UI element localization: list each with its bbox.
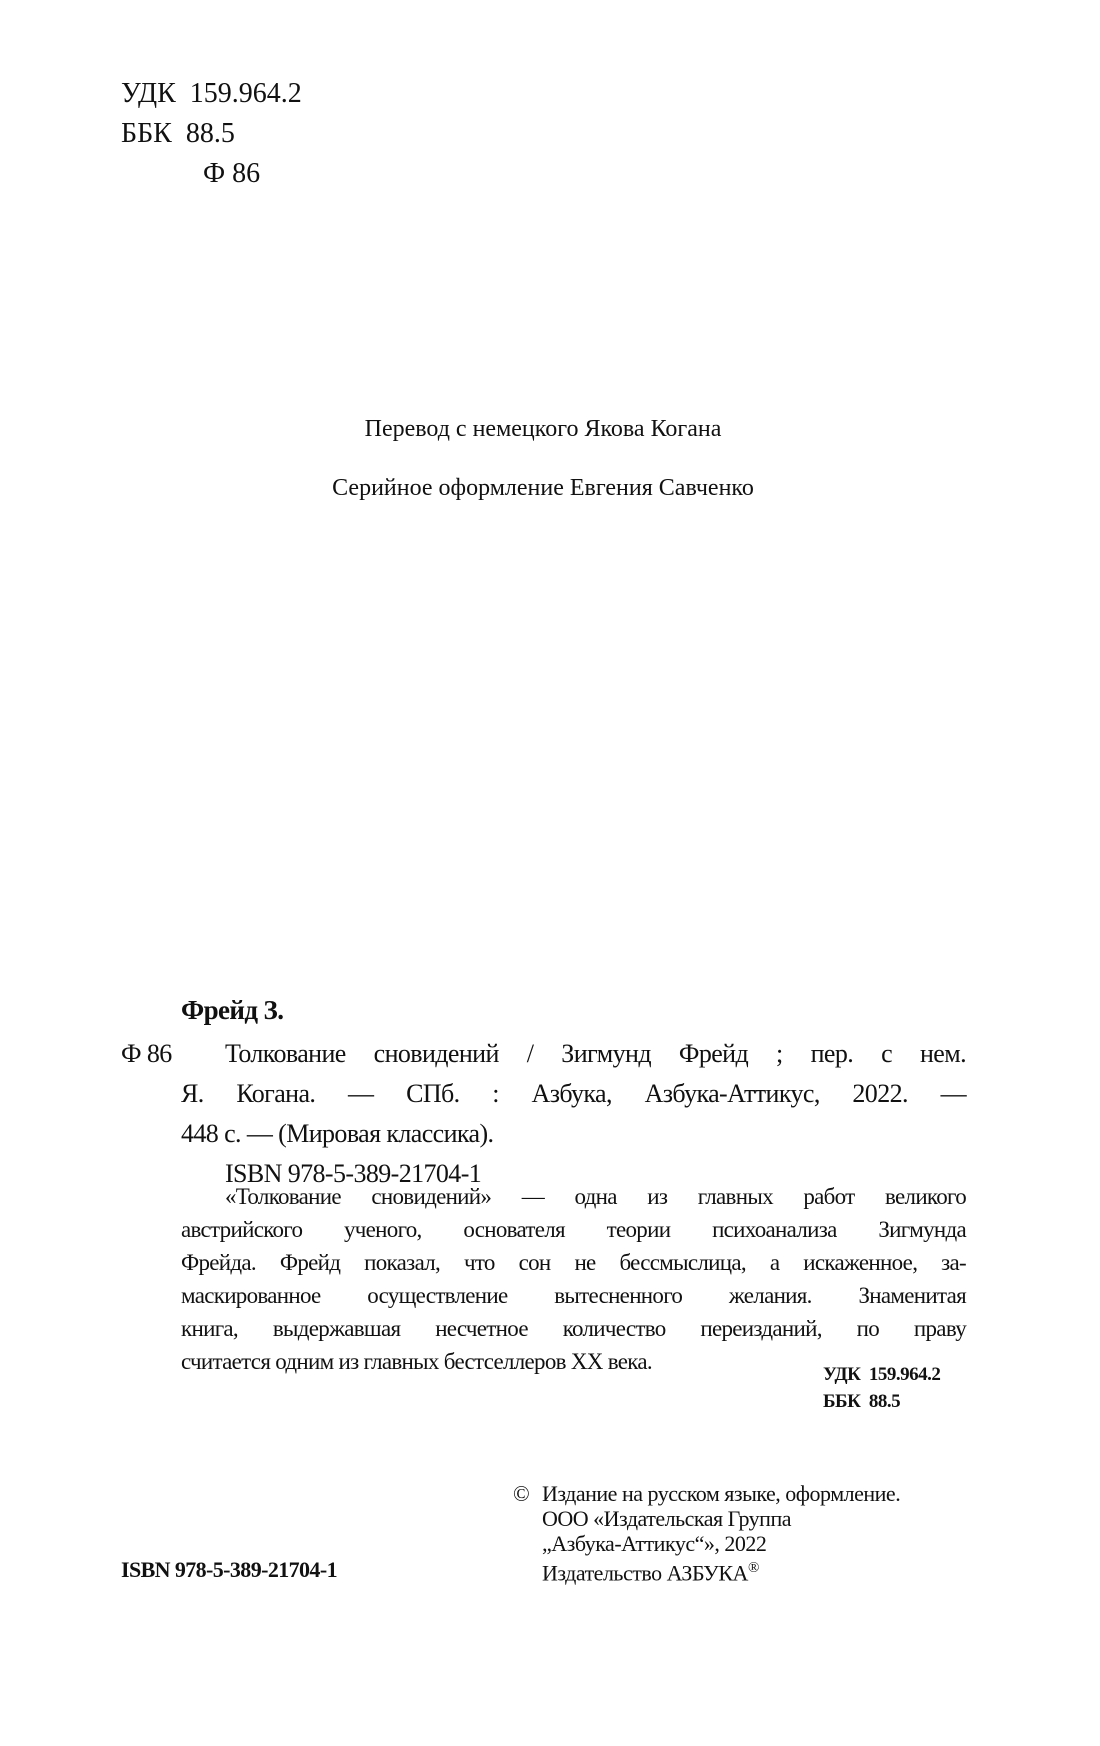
translation-credit: Перевод с немецкого Якова Когана	[364, 416, 722, 442]
copyright-line: ООО «Издательская Группа	[542, 1506, 791, 1531]
udk-value: 159.964.2	[189, 78, 302, 109]
author-mark: Ф 86	[203, 158, 261, 189]
description-line: «Толкование сновидений» — одна из главных работ великого	[225, 1184, 966, 1209]
udk-line	[121, 74, 302, 114]
registered-icon: ®	[747, 1560, 759, 1576]
copyright-line: „Азбука-Аттикус“», 2022	[542, 1531, 767, 1556]
card-line-3: 448 с. — (Мировая классика).	[181, 1119, 494, 1148]
copyright-line: Издание на русском языке, оформление.	[542, 1481, 901, 1506]
copyright-icon: ©	[513, 1481, 530, 1506]
copyright-line: Издательство АЗБУКА	[542, 1560, 748, 1586]
footer-isbn: ISBN 978-5-389-21704-1	[121, 1557, 337, 1582]
bbk-value: 88.5	[185, 118, 235, 149]
bbk-line	[121, 114, 235, 154]
copyright-block	[542, 1481, 900, 1585]
card-line-2: Я. Когана. — СПб. : Азбука, Азбука-Аттикус, 2022. —	[181, 1079, 966, 1108]
description-line: Фрейда. Фрейд показал, что сон не бессмыслица, а искаженное, за-	[181, 1250, 966, 1275]
card-description	[181, 1180, 966, 1378]
udk-label: УДК	[121, 78, 176, 109]
design-credit: Серийное оформление Евгения Савченко	[332, 475, 754, 501]
bbk-label: ББК	[121, 118, 172, 149]
card-line-1: Толкование сновидений / Зигмунд Фрейд ; пер. с нем.	[225, 1039, 966, 1068]
description-line: австрийского ученого, основателя теории психоанализа Зигмунда	[181, 1217, 966, 1242]
card-bbk: ББК 88.5	[823, 1391, 901, 1412]
card-author: Фрейд З.	[181, 995, 284, 1025]
card-udk: УДК 159.964.2	[823, 1364, 941, 1385]
card-isbn: ISBN 978-5-389-21704-1	[225, 1159, 482, 1188]
description-line: книга, выдержавшая несчетное количество переизданий, по праву	[181, 1316, 966, 1341]
card-mark: Ф 86	[121, 1039, 172, 1068]
description-line: считается одним из главных бестселлеров XX века.	[181, 1349, 652, 1374]
description-line: маскированное осуществление вытесненного желания. Знаменитая	[181, 1283, 966, 1308]
